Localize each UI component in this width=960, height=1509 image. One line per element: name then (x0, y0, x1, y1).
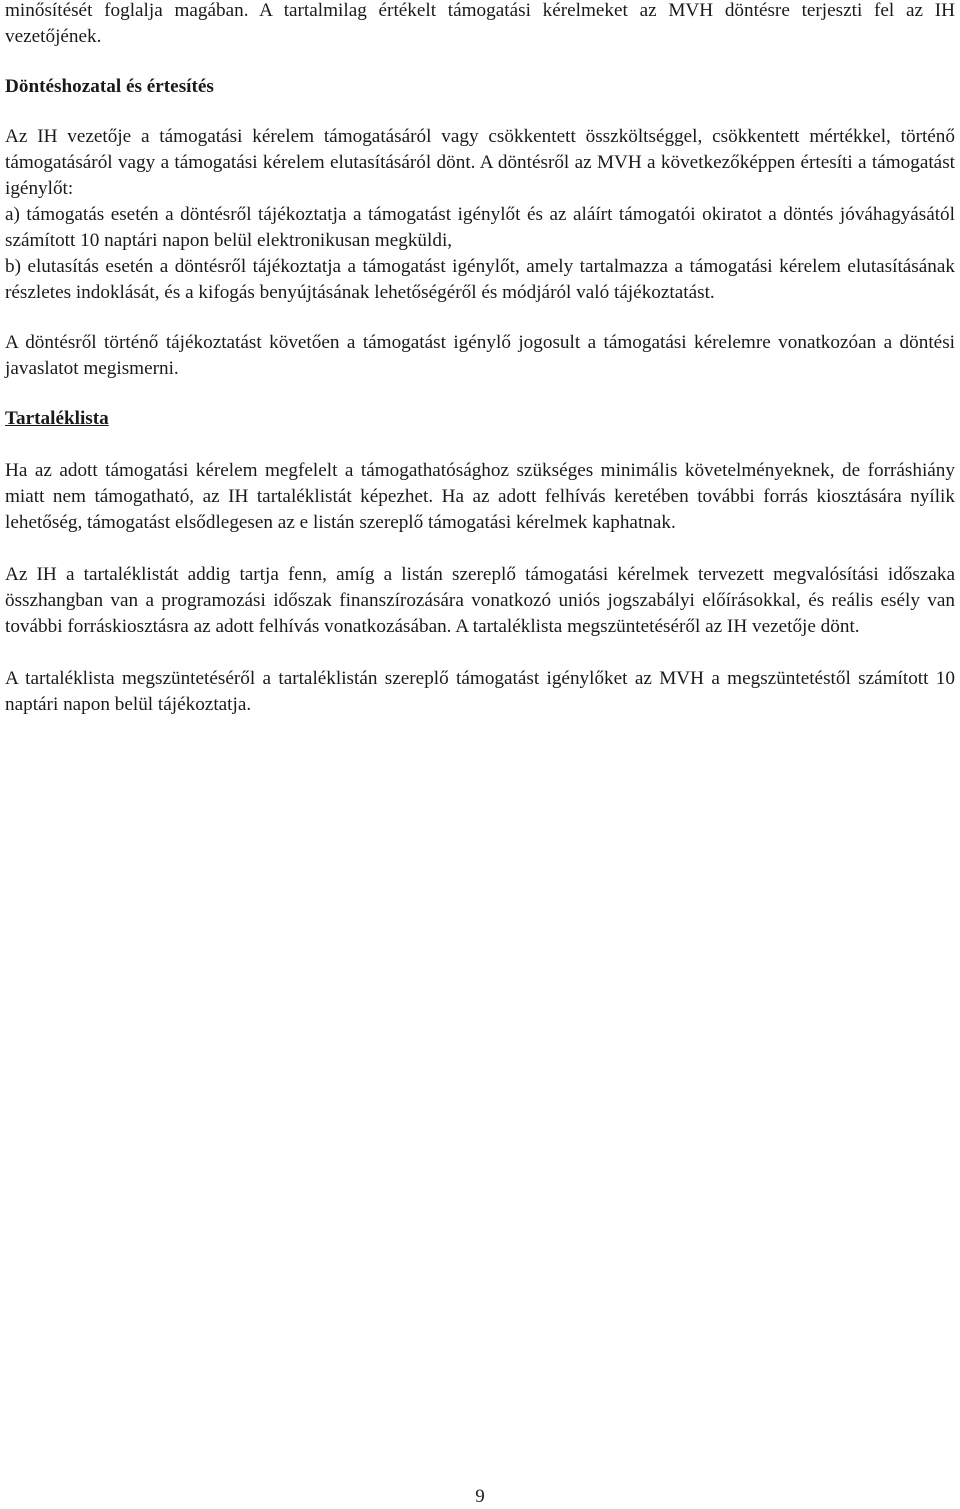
decision-item-b: b) elutasítás esetén a döntésről tájékoztatja a támogatást igénylőt, amely tartalmazza a támogatási kérelem elutasításának részletes indoklását, és a kifogás benyújtásának lehetőségéről és módjáról való tájékoztatást. (5, 256, 955, 303)
section-heading-reserve-list: Tartaléklista (5, 408, 109, 429)
intro-paragraph: minősítését foglalja magában. A tartalmilag értékelt támogatási kérelmeket az MVH döntésre terjeszti fel az IH vezetőjének. (5, 0, 955, 47)
decision-paragraph-2: A döntésről történő tájékoztatást követően a támogatást igénylő jogosult a támogatási kérelemre vonatkozóan a döntési javaslatot megismerni. (5, 332, 955, 379)
reserve-paragraph-2: Az IH a tartaléklistát addig tartja fenn, amíg a listán szereplő támogatási kérelmek tervezett megvalósítási időszaka összhangban van a programozási időszak finanszírozására vonatkozó uniós jogszabályi előírásokkal, és reális esély van további forráskiosztásra az adott felhívás vonatkozásában. A tartaléklista megszüntetéséről az IH vezetője dönt. (5, 564, 955, 637)
section-heading-decision: Döntéshozatal és értesítés (5, 76, 214, 97)
decision-paragraph-1: Az IH vezetője a támogatási kérelem támogatásáról vagy csökkentett összköltséggel, csökkentett mértékkel, történő támogatásáról vagy a támogatási kérelem elutasításáról dönt. A döntésről az MVH a következőképpen értesíti a támogatást igénylőt: (5, 126, 955, 199)
document-page (5, 0, 955, 718)
decision-item-a: a) támogatás esetén a döntésről tájékoztatja a támogatást igénylőt és az aláírt támogatói okiratot a döntés jóváhagyásától számított 10 naptári napon belül elektronikusan megküldi, (5, 204, 955, 251)
page-number: 9 (475, 1486, 485, 1507)
reserve-paragraph-3: A tartaléklista megszüntetéséről a tartaléklistán szereplő támogatást igénylőket az MVH a megszüntetéstől számított 10 naptári napon belül tájékoztatja. (5, 668, 955, 715)
reserve-paragraph-1: Ha az adott támogatási kérelem megfelelt a támogathatósághoz szükséges minimális követelményeknek, de forráshiány miatt nem támogatható, az IH tartaléklistát képezhet. Ha az adott felhívás keretében további forrás kiosztására nyílik lehetőség, támogatást elsődlegesen az e listán szereplő támogatási kérelmek kaphatnak. (5, 460, 955, 533)
